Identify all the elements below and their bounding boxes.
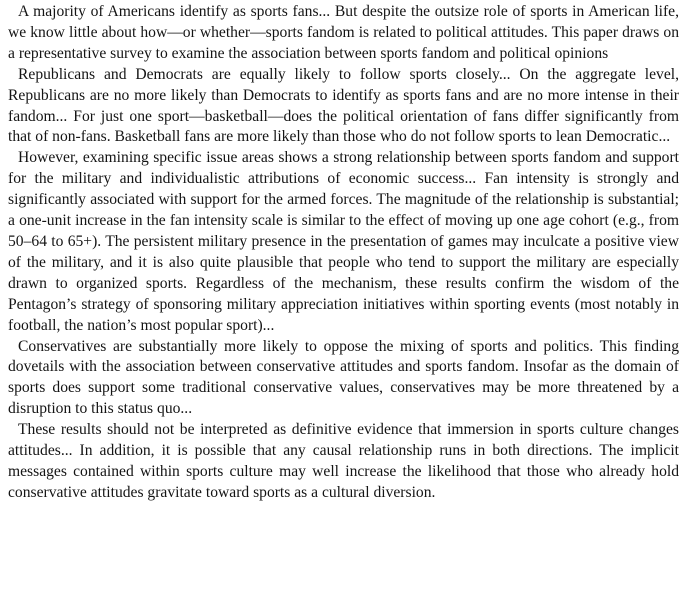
paragraph-intro: A majority of Americans identify as sports fans... But despite the outsize role of sports in American life, we know little about how—or whether—sports fandom is related to political attitudes. This paper draws on a representative survey to examine the association between sports fandom and political opinions bbox=[8, 3, 679, 62]
paragraph-partisanship: Republicans and Democrats are equally likely to follow sports closely... On the aggregate level, Republicans are no more likely than Democrats to identify as sports fans and are no more intense in their fandom... For just one sport—basketball—does the political orientation of fans differ significantly from that of non-fans. Basketball fans are more likely than those who do not follow sports to lean Democratic... bbox=[8, 65, 679, 146]
paragraph-conservatives: Conservatives are substantially more likely to oppose the mixing of sports and politics. This finding dovetails with the association between conservative attitudes and sports fandom. Insofar as the domain of sports does support some traditional conservative values, conservatives may be more threatened by a disruption to this status quo... bbox=[8, 337, 679, 418]
paragraph-causality: These results should not be interpreted as definitive evidence that immersion in sports culture changes attitudes... In addition, it is possible that any causal relationship runs in both directions. The implicit messages contained within sports culture may well increase the likelihood that those who already hold conservative attitudes gravitate toward sports as a cultural diversion. bbox=[8, 421, 679, 501]
paragraph-military: However, examining specific issue areas shows a strong relationship between sports fandom and support for the military and individualistic attributions of economic success... Fan intensity is strongly and significantly associated with support for the armed forces. The magnitude of the relationship is substantial; a one-unit increase in the fan intensity scale is similar to the effect of moving up one age cohort (e.g., from 50–64 to 65+). The persistent military presence in the presentation of games may inculcate a positive view of the military, and it is also quite plausible that people who tend to support the military are especially drawn to organized sports. Regardless of the mechanism, these results confirm the wisdom of the Pentagon’s strategy of sponsoring military appreciation initiatives within sporting events (most notably in football, the nation’s most popular sport)... bbox=[8, 149, 679, 334]
